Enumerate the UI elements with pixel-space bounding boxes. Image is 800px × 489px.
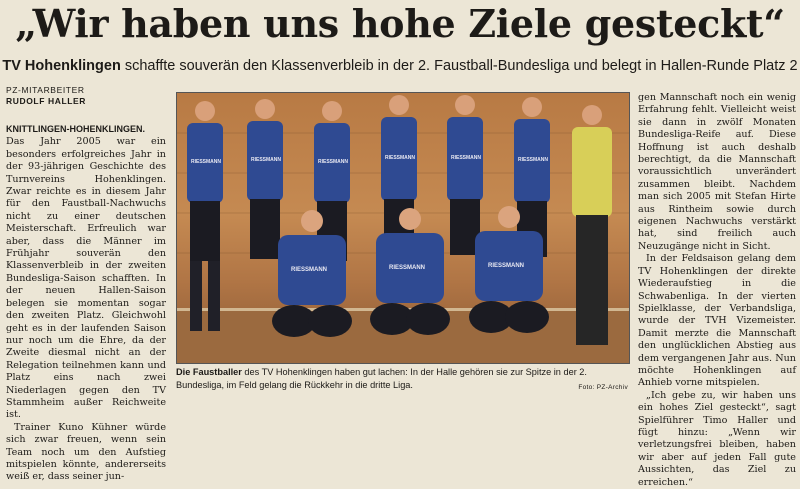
- front-row: [272, 206, 549, 337]
- byline-name: RUDOLF HALLER: [6, 96, 87, 106]
- jersey-label: RIESSMANN: [251, 157, 282, 163]
- jersey-label: RIESSMANN: [318, 159, 349, 165]
- paragraph-1-text: Das Jahr 2005 war ein besonders erfolgreiches Jahr in der 93-jährigen Geschichte des Turnvereins Hohenklingen. Zwar reichte es in diesem Jahr für den Faustball-Nachwuchs nicht zu einer deutschen Meisterschaft. Erfreulich war aber, dass die Männer im Frühjahr souverän den Klassenverbleib in der zweiten Bundesliga-Saison schafften. In der neuen Hallen-Saison belegen sie momentan sogar den zweiten Platz. Gleichwohl geht es in der laufenden Saison nur noch um die Ehre, da der Zweite diesmal nicht an der Relegation teilnehmen kann und Platz eins nach zwei Niederlagen gegen den TV Stammheim außer Reichweite ist.: [6, 136, 166, 421]
- article-column-right: [638, 92, 796, 488]
- jersey-label: RIESSMANN: [488, 263, 525, 269]
- photo-caption: [176, 366, 628, 400]
- article-subhead: [0, 55, 800, 77]
- paragraph-3: gen Mannschaft noch ein wenig Erfahrung fehlt. Vielleicht weist sie dann in zwölf Monaten Bundesliga-Reife auf. Diese Hoffnung ist auch deshalb berechtigt, da die Mannschaft voraussichtlich unverändert zusammen bleibt. Nachdem man sich 2005 mit Stefan Hirte aus Rintheim sowie durch eigenen Nachwuchs verstärkt hat, sind freilich auch Neuzugänge nicht in Sicht.: [638, 92, 796, 252]
- jersey-label: RIESSMANN: [291, 267, 328, 273]
- jersey-label: RIESSMANN: [191, 159, 222, 165]
- team-photo: [176, 92, 630, 364]
- paragraph-1: [6, 123, 166, 422]
- team-photo-illustration: [177, 93, 629, 363]
- caption-text: des TV Hohenklingen haben gut lachen: In der Halle gehören sie zur Spitze in der 2. Bundesliga, im Feld gelang die Rückkehr in die dritte Liga.: [176, 367, 587, 390]
- photo-credit: Foto: PZ-Archiv: [578, 383, 628, 391]
- paragraph-5: „Ich gebe zu, wir haben uns ein hohes Ziel gesteckt“, sagt Spielführer Timo Haller und fügt hinzu: „Wenn wir verletzungsfrei bleiben, haben wir aber auf jeden Fall gute Aussichten, das Ziel zu erreichen.“: [638, 389, 796, 488]
- article-headline: „Wir haben uns hohe Ziele gesteckt“: [15, 1, 785, 46]
- caption-lead: Die Faustballer: [176, 367, 242, 377]
- jersey-label: RIESSMANN: [518, 157, 549, 163]
- jersey-label: RIESSMANN: [385, 155, 416, 161]
- subhead-team: TV Hohenklingen: [2, 58, 121, 74]
- byline-role: PZ-MITARBEITER: [6, 85, 85, 95]
- paragraph-4: In der Feldsaison gelang dem TV Hohenklingen der direkte Wiederaufstieg in die Schwabenliga. In der vierten Spielklasse, der Verbandsliga, wurde der TVH Vizemeister. Damit merzte die Mannschaft den unglücklichen Abstieg aus dem vergangenen Jahr aus. Nun möchte Hohenklingen auf Anhieb vorne mitspielen.: [638, 253, 796, 389]
- byline: [6, 85, 166, 107]
- subhead-text: schaffte souverän den Klassenverbleib in der 2. Faustball-Bundesliga und belegt in Hallen-Runde Platz 2: [120, 58, 798, 74]
- jersey-label: RIESSMANN: [451, 155, 482, 161]
- jersey-label: RIESSMANN: [389, 265, 426, 271]
- dateline: KNITTLINGEN-HOHENKLINGEN.: [6, 124, 145, 134]
- article-column-left: [6, 123, 166, 483]
- paragraph-2: Trainer Kuno Kühner würde sich zwar freuen, wenn sein Team noch um den Aufstieg mitspielen könnte, andererseits weiß er, dass seiner jun-: [6, 421, 166, 483]
